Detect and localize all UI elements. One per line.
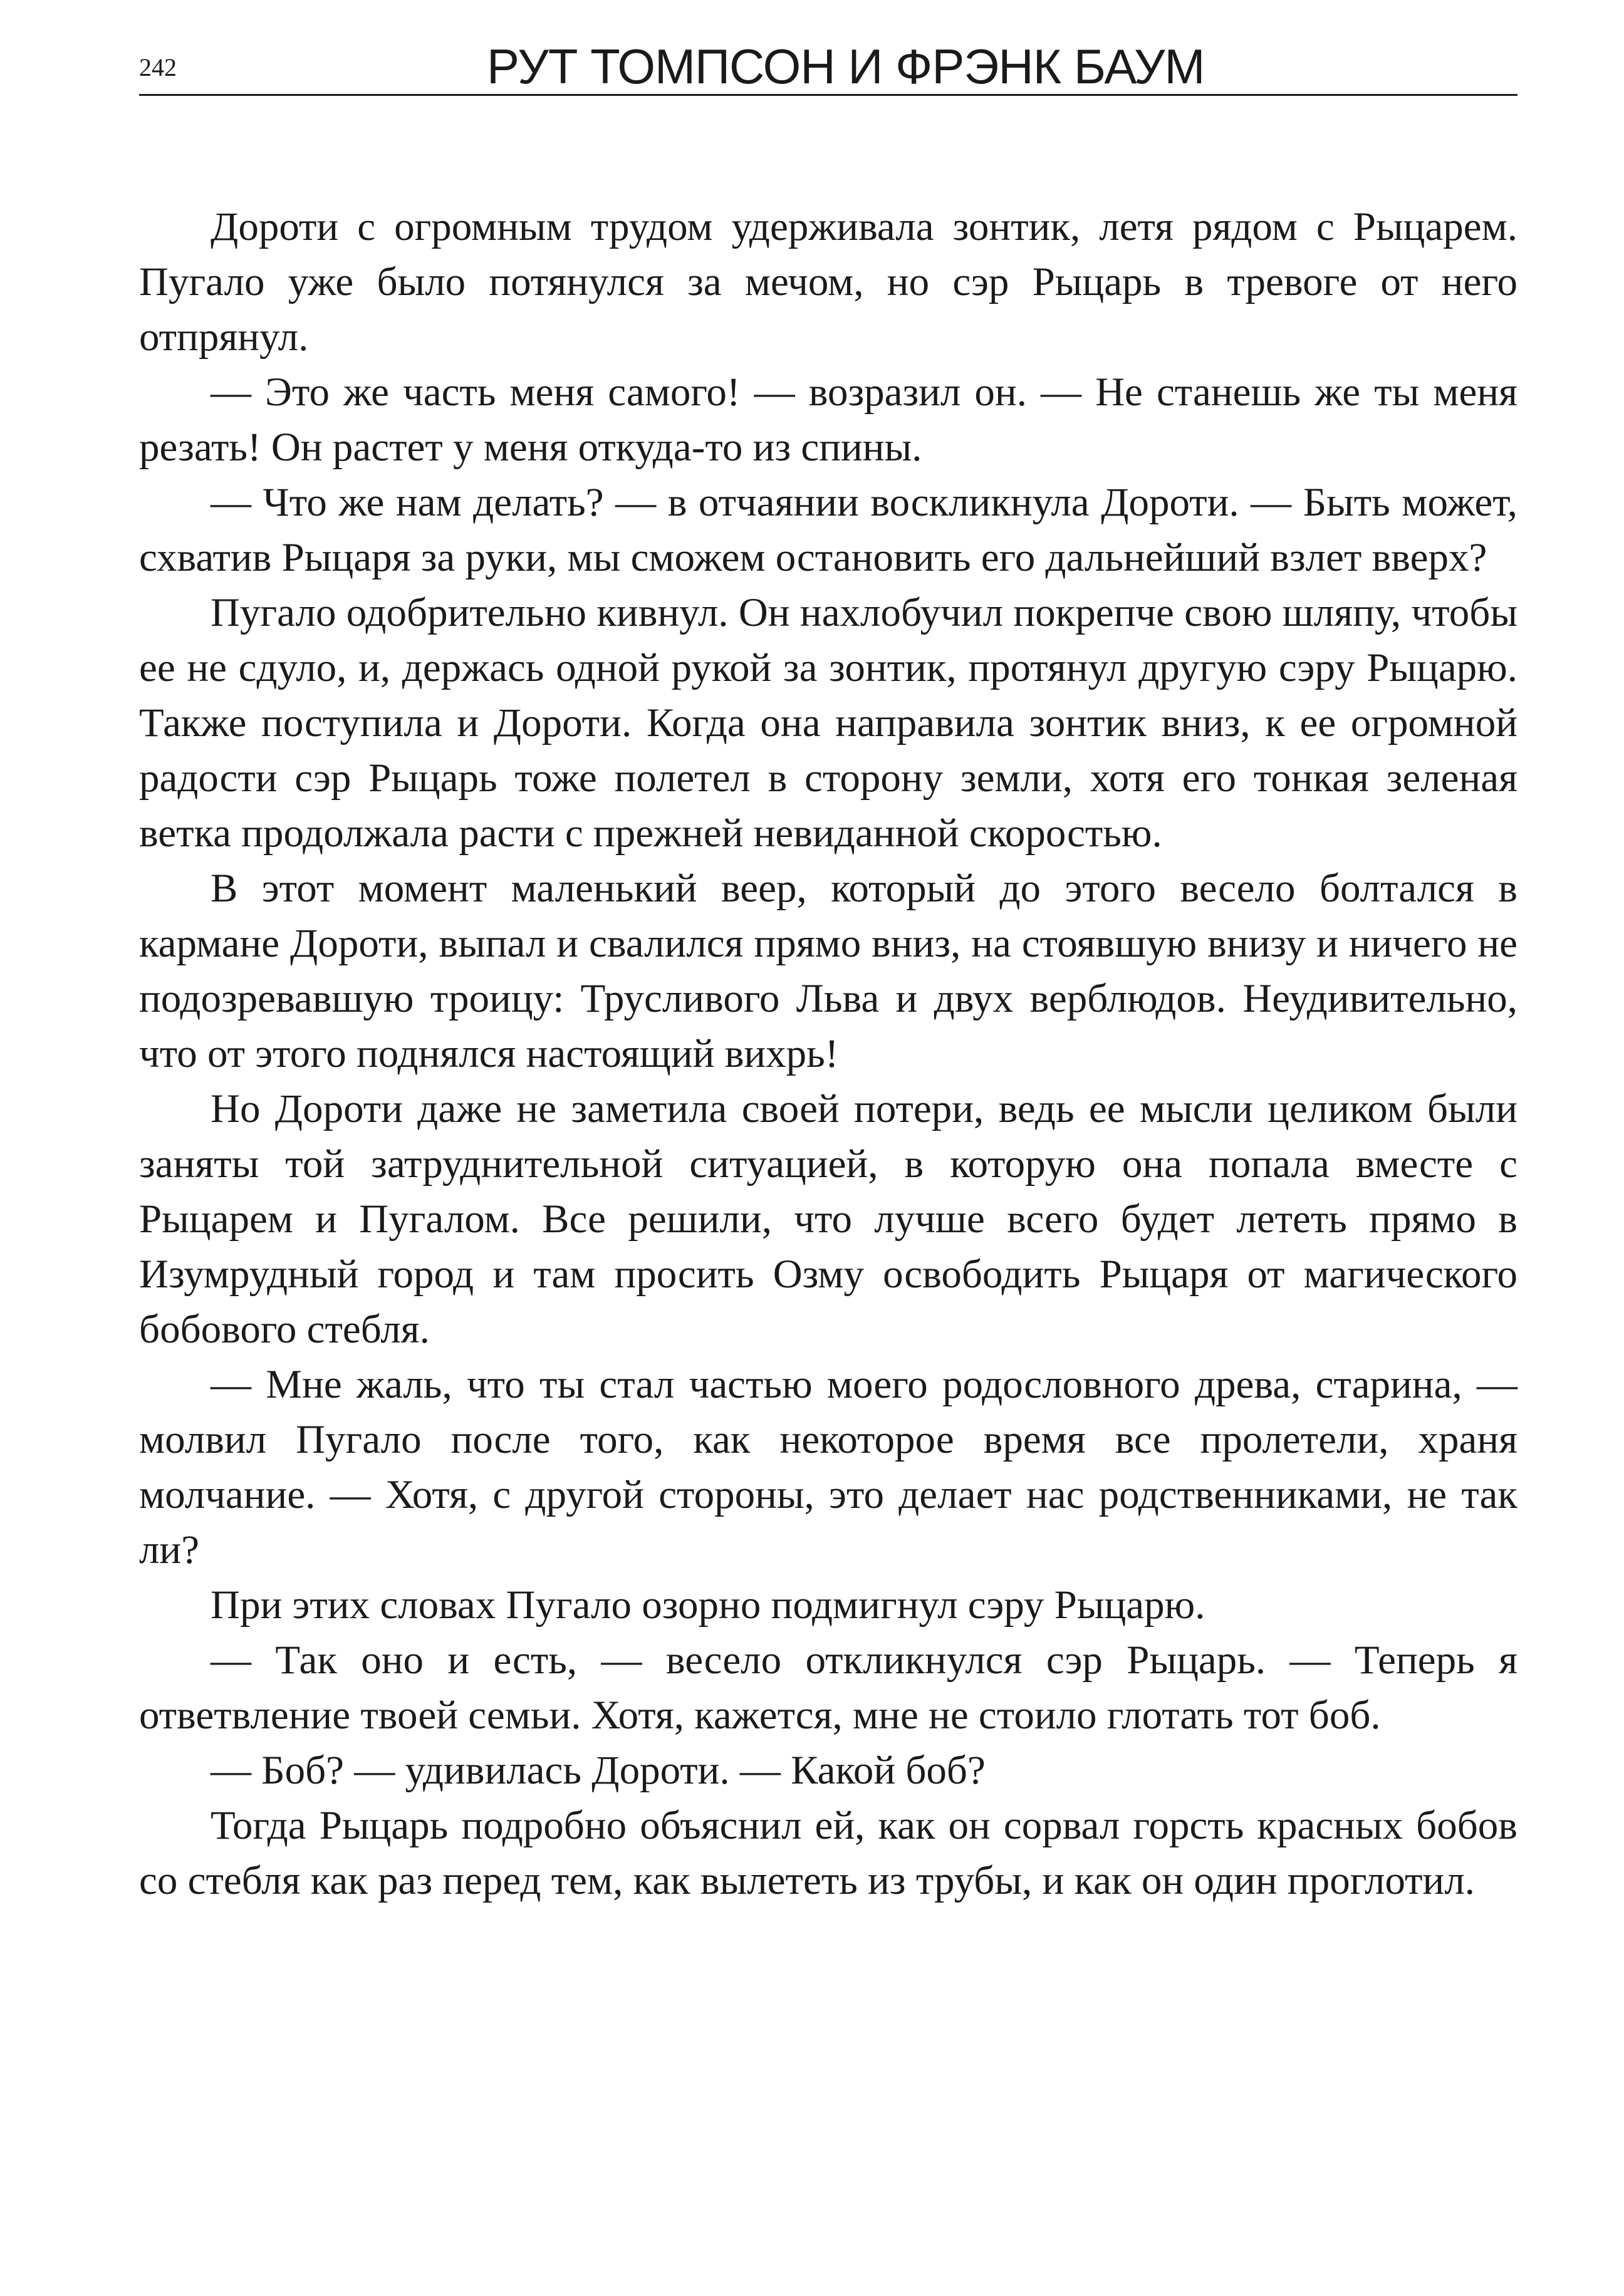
paragraph: В этот момент маленький веер, который до этого весело болтался в кармане Дороти, выпал и свалился прямо вниз, на стоявшую внизу и ничего не подозревавшую троицу: Трусливого Льва и двух верблюдов. Неудивительно, что от этого поднялся настоящий вихрь! <box>139 866 1517 1076</box>
paragraph: При этих словах Пугало озорно подмигнул сэру Рыцарю. <box>211 1582 1205 1628</box>
paragraph: — Это же часть меня самого! — возразил он. — Не станешь же ты меня резать! Он растет у меня откуда-то из спины. <box>139 370 1517 470</box>
page-header <box>139 36 1517 96</box>
paragraph: — Что же нам делать? — в отчаянии воскликнула Дороти. — Быть может, схватив Рыцаря за руки, мы сможем остановить его дальнейший взлет вверх? <box>139 480 1517 580</box>
paragraph: Но Дороти даже не заметила своей потери, ведь ее мысли целиком были заняты той затруднительной ситуацией, в которую она попала вместе с Рыцарем и Пугалом. Все решили, что лучше всего будет лететь прямо в Изумрудный город и там просить Озму освободить Рыцаря от магического бобового стебля. <box>139 1086 1517 1352</box>
paragraph: Пугало одобрительно кивнул. Он нахлобучил покрепче свою шляпу, чтобы ее не сдуло, и, держась одной рукой за зонтик, протянул другую сэру Рыцарю. Также поступила и Дороти. Когда она направила зонтик вниз, к ее огромной радости сэр Рыцарь тоже полетел в сторону земли, хотя его тонкая зеленая ветка продолжала расти с прежней невиданной скоростью. <box>139 590 1517 856</box>
page-number: 242 <box>139 53 177 81</box>
paragraph: — Так оно и есть, — весело откликнулся сэр Рыцарь. — Теперь я ответвление твоей семьи. Хотя, кажется, мне не стоило глотать тот боб. <box>139 1638 1517 1738</box>
paragraph: Тогда Рыцарь подробно объяснил ей, как он сорвал горсть красных бобов со стебля как раз перед тем, как вылететь из трубы, и как он один проглотил. <box>139 1803 1517 1903</box>
body-text <box>139 199 1517 1908</box>
paragraph: Дороти с огромным трудом удерживала зонтик, летя рядом с Рыцарем. Пугало уже было потянулся за мечом, но сэр Рыцарь в тревоге от него отпрянул. <box>139 204 1517 360</box>
paragraph: — Боб? — удивилась Дороти. — Какой боб? <box>211 1748 986 1793</box>
running-title: РУТ ТОМПСОН И ФРЭНК БАУМ <box>487 39 1205 94</box>
paragraph: — Мне жаль, что ты стал частью моего родословного древа, старина, — молвил Пугало после того, как некоторое время все пролетели, храня молчание. — Хотя, с другой стороны, это делает нас родственниками, не так ли? <box>139 1362 1517 1572</box>
header-rule <box>139 94 1517 96</box>
